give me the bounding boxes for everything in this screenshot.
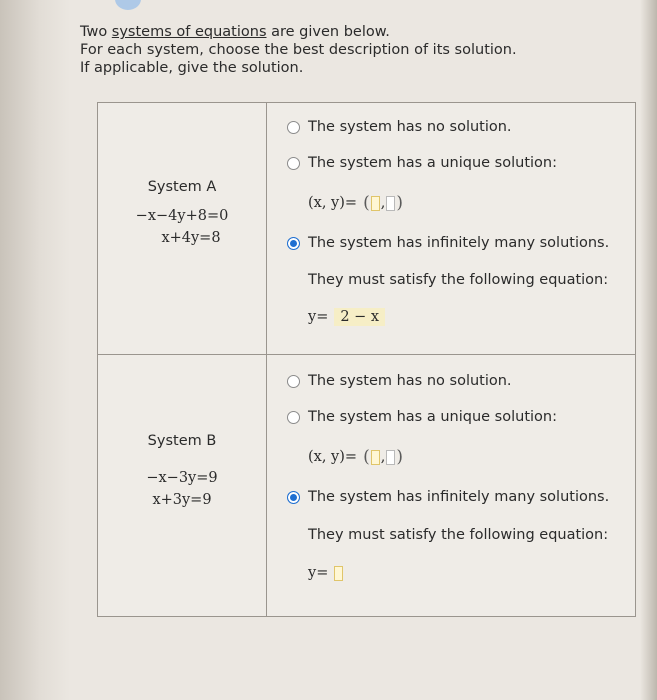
radio-selected-icon[interactable] [287, 237, 300, 250]
radio-icon[interactable] [287, 375, 300, 388]
intro-text-suffix: are given below. [266, 24, 390, 40]
system-a-y-answer[interactable]: 2 − x [334, 308, 385, 326]
option-label: The system has infinitely many solutions. [308, 235, 610, 251]
system-a-y-equation [308, 308, 385, 326]
system-a-cell [98, 103, 267, 355]
pair-label: (x, y)= [308, 449, 358, 465]
systems-of-equations-link[interactable]: systems of equations [111, 24, 267, 40]
system-a-option-no-solution[interactable] [287, 119, 512, 135]
system-a-option-unique[interactable] [287, 155, 557, 171]
intro-line-2: For each system, choose the best description of its solution. [80, 42, 517, 58]
intro-line-3: If applicable, give the solution. [80, 60, 304, 76]
x-input[interactable] [371, 450, 380, 465]
system-a-must-satisfy: They must satisfy the following equation: [308, 272, 609, 288]
system-a-eq2: x+4y=8 [161, 230, 221, 246]
y-label: y= [308, 565, 329, 581]
system-a-eq1: −x−4y+8=0 [135, 208, 229, 224]
option-label: The system has a unique solution: [308, 409, 557, 425]
system-a-options [267, 103, 636, 355]
radio-icon[interactable] [287, 121, 300, 134]
radio-selected-icon[interactable] [287, 491, 300, 504]
x-input[interactable] [371, 196, 380, 211]
y-input[interactable] [386, 196, 395, 211]
system-a-option-infinite[interactable] [287, 235, 609, 251]
option-label: The system has no solution. [308, 119, 512, 135]
top-indicator [115, 0, 141, 10]
option-label: The system has no solution. [308, 373, 512, 389]
radio-icon[interactable] [287, 157, 300, 170]
instructions [80, 23, 517, 77]
system-b-title: System B [147, 433, 217, 449]
system-b-y-equation [308, 565, 344, 581]
system-b-options [267, 355, 636, 617]
intro-text: Two [80, 24, 112, 40]
system-b-pair-input: (x, y)= ( , ) [308, 447, 403, 467]
systems-table [97, 102, 636, 617]
system-b-eq2: x+3y=9 [152, 492, 212, 508]
option-label: The system has infinitely many solutions. [308, 489, 610, 505]
system-b-option-unique[interactable] [287, 409, 557, 425]
system-b-must-satisfy: They must satisfy the following equation: [308, 527, 609, 543]
system-b-option-no-solution[interactable] [287, 373, 512, 389]
radio-icon[interactable] [287, 411, 300, 424]
system-a-title: System A [147, 179, 217, 195]
system-b-eq1: −x−3y=9 [146, 470, 218, 486]
y-input[interactable] [386, 450, 395, 465]
pair-label: (x, y)= [308, 195, 358, 211]
y-label: y= [308, 309, 329, 325]
option-label: The system has a unique solution: [308, 155, 557, 171]
system-b-cell [98, 355, 267, 617]
system-a-pair-input: (x, y)= ( , ) [308, 193, 403, 213]
system-b-y-input[interactable] [334, 566, 343, 581]
system-b-option-infinite[interactable] [287, 489, 609, 505]
